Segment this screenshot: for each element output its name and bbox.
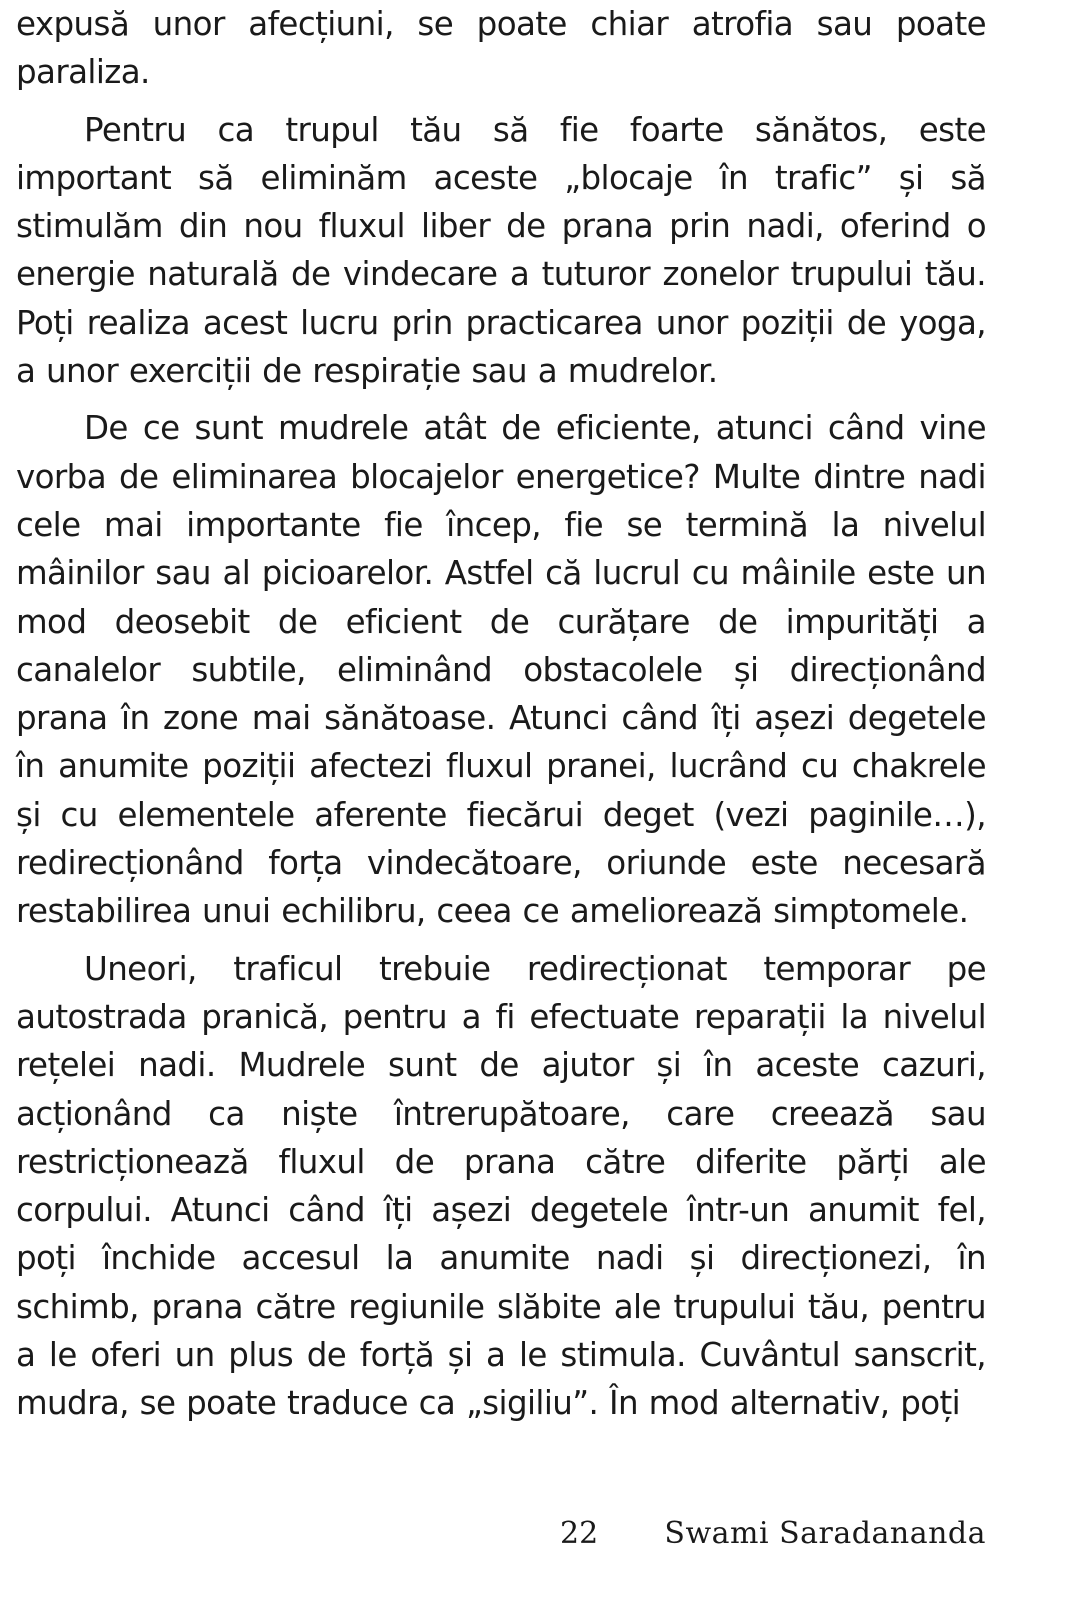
paragraph-continuation: expusă unor afecțiuni, se poate chiar atrofia sau poate paraliza. [16,5,986,92]
paragraph: De ce sunt mudrele atât de eficiente, atunci când vine vorba de eliminarea blocajelor energetice? Multe dintre nadi cele mai importante fie încep, fie se termină la nivelul mâinilor sau al picioarelor. Astfel că lucrul cu mâinile este un mod deosebit de eficient de curățare de impurități a canalelor subtile, eliminând obstacolele și direcționând prana în zone mai sănătoase. Atunci când îți așezi degetele în anumite poziții afectezi fluxul pranei, lucrând cu chakrele și cu elementele aferente fiecărui deget (vezi paginile…), redirecționând forța vindecătoare, oriunde este necesară restabilirea unui echilibru, ceea ce ameliorează simptomele. [16,409,986,931]
paragraph: Uneori, traficul trebuie redirecționat temporar pe autostrada pranică, pentru a fi efectuate reparații la nivelul rețelei nadi. Mudrele sunt de ajutor și în aceste cazuri, acționând ca niște întrerupătoare, care creează sau restricționează fluxul de prana către diferite părți ale corpului. Atunci când îți așezi degetele într-un anumit fel, poți închide accesul la anumite nadi și direcționezi, în schimb, prana către regiunile slăbite ale trupului tău, pentru a le oferi un plus de forță și a le stimula. Cuvântul sanscrit, mudra, se poate traduce ca „sigiliu”. În mod alternativ, poți [16,949,986,1423]
page-footer [0,1512,1066,1564]
page-number: 22 [560,1516,599,1551]
running-footer-author: Swami Saradananda [664,1516,986,1551]
paragraph: Pentru ca trupul tău să fie foarte sănătos, este important să eliminăm aceste „blocaje în trafic” și să stimulăm din nou fluxul liber de prana prin nadi, oferind o energie naturală de vindecare a tuturor zonelor trupului tău. Poți realiza acest lucru prin practicarea unor poziții de yoga, a unor exerciții de respirație sau a mudrelor. [16,110,986,391]
page-body [16,0,986,1428]
